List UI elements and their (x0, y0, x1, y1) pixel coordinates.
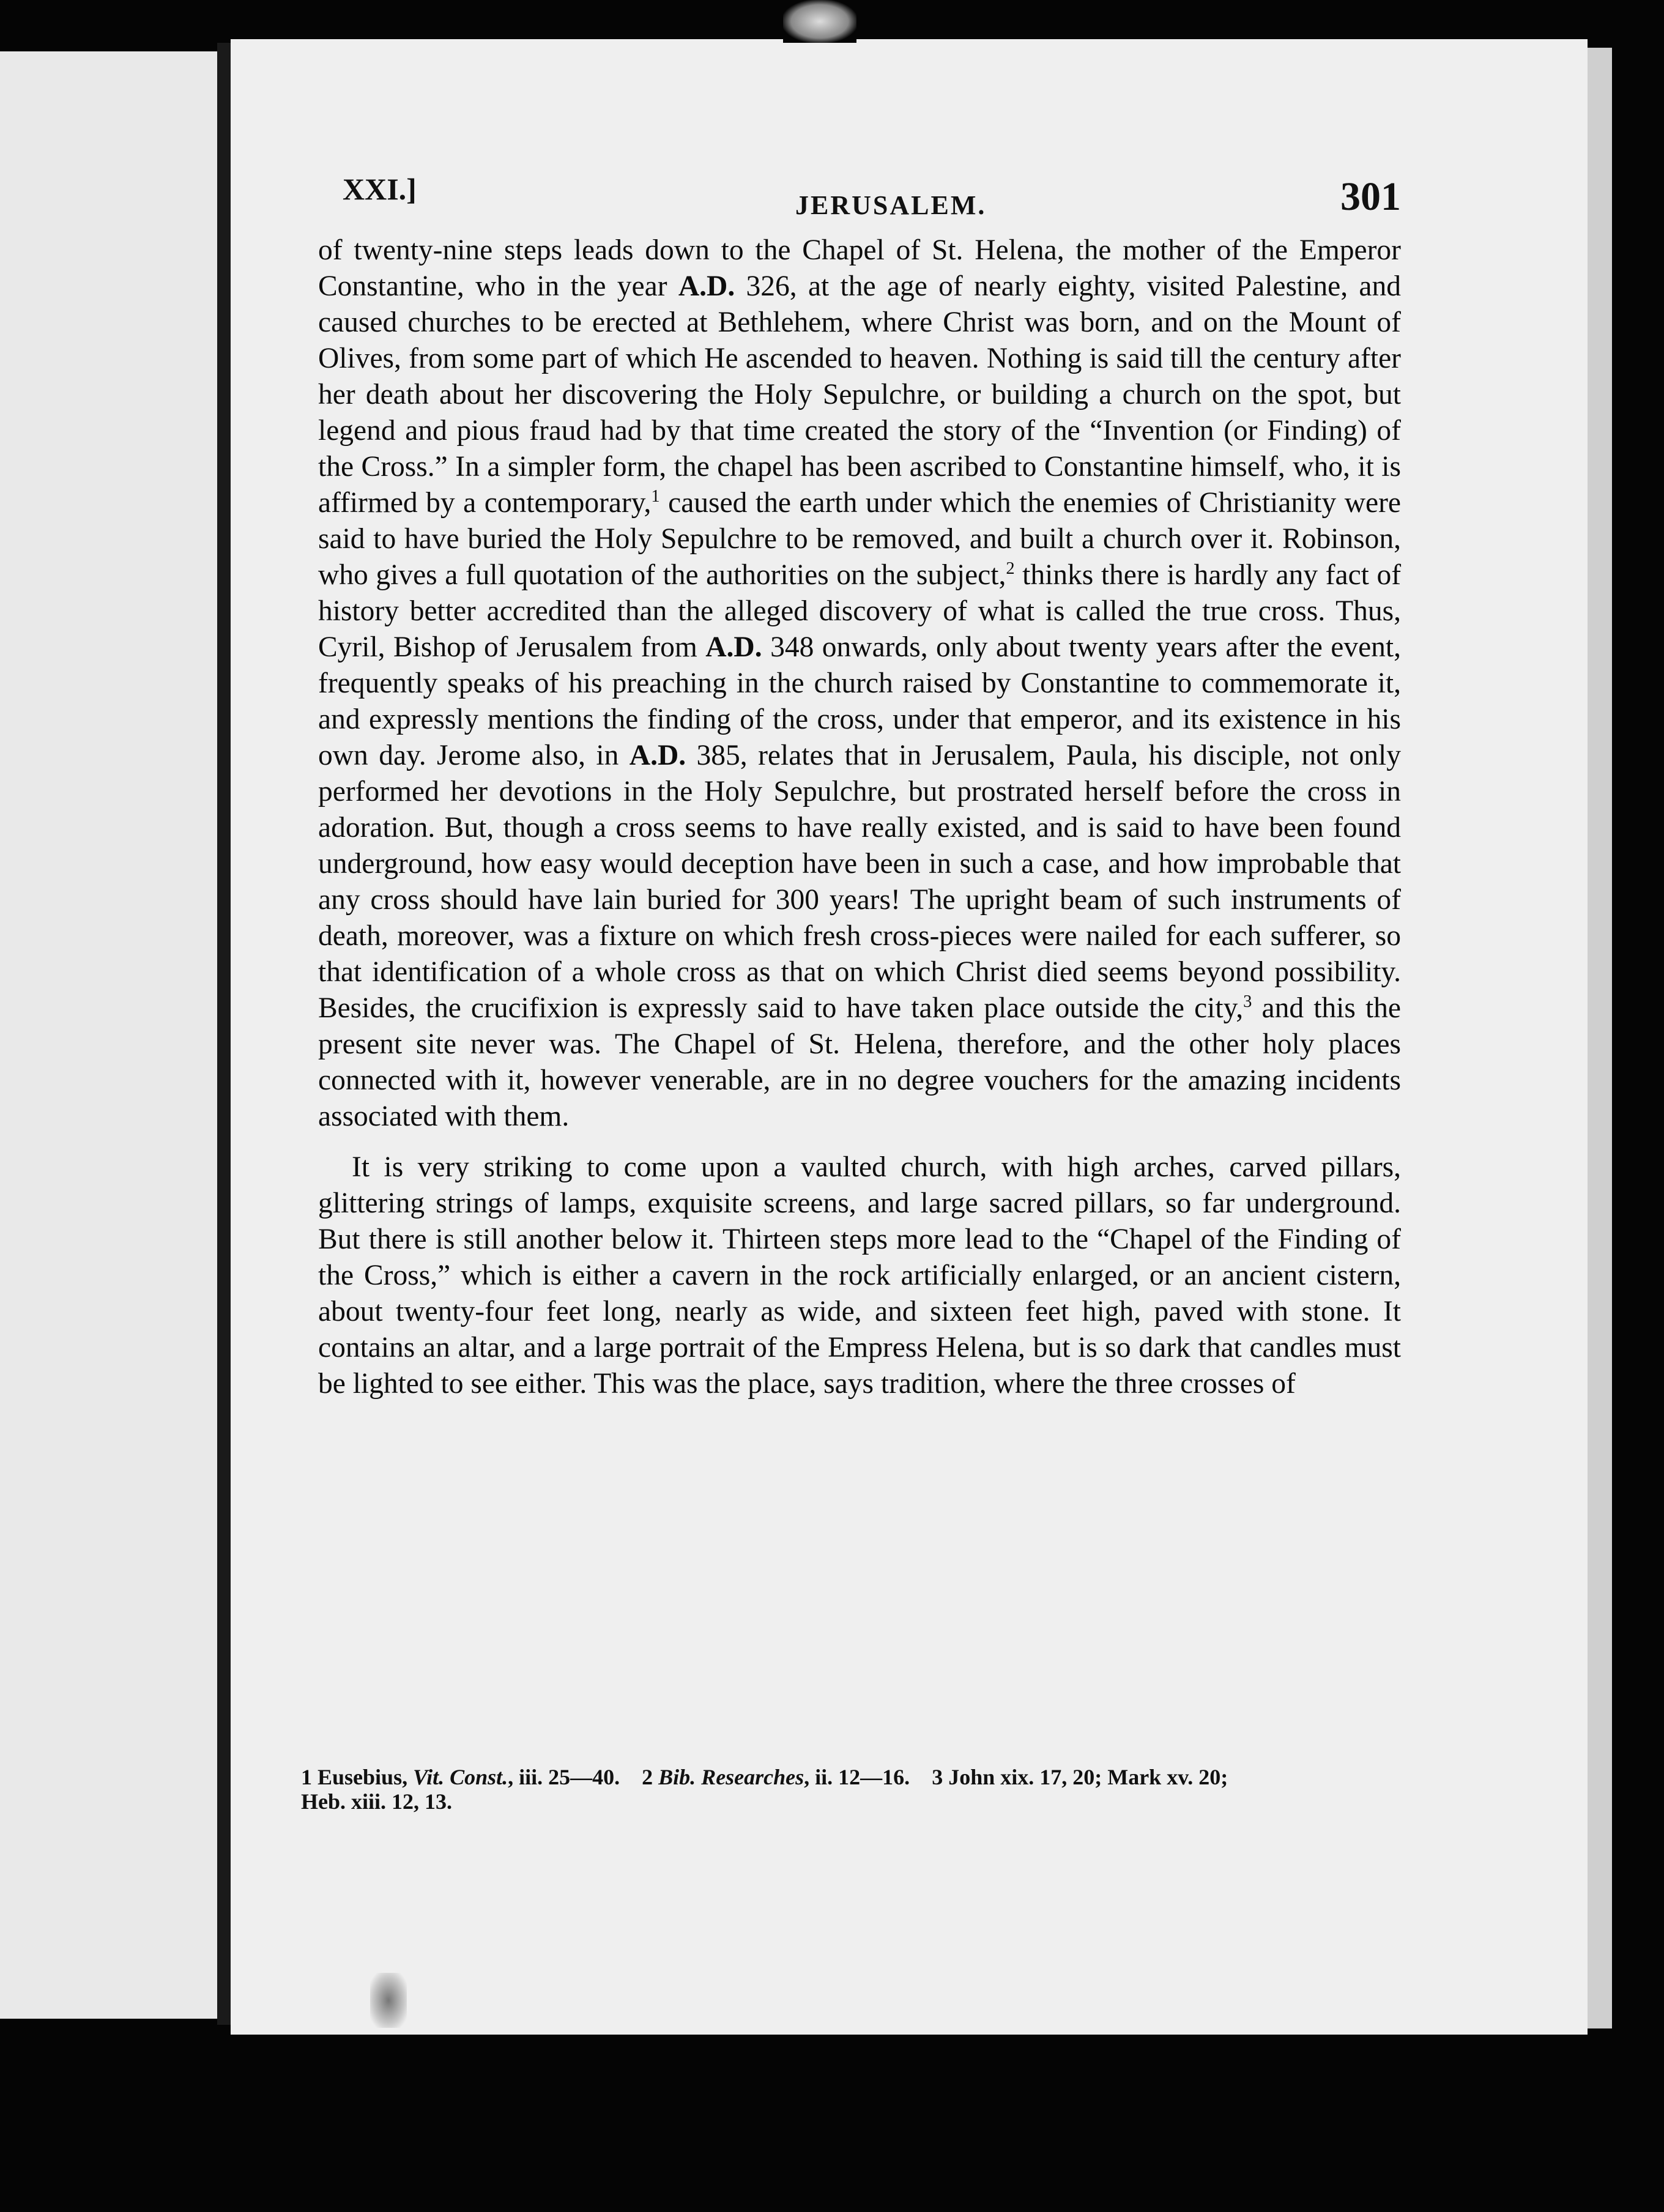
footnote-1-ref: , iii. 25—40. (508, 1765, 620, 1789)
footnote-2-text: 2 (642, 1765, 659, 1789)
footnote-ref: 2 (1006, 559, 1015, 579)
footnote-container (303, 2151, 1404, 2212)
footnote-1-title: Vit. Const. (413, 1765, 508, 1789)
text-run: 326, at the age of nearly eighty, visited Palestine, and caused churches to be erected at Bethlehem, where Christ was born, and on the Mount of Olives, from some part of which He ascended to heaven. Nothing is said till the century after her death about her discovering the Holy Sepulchre, or building a church on the spot, but legend and pious fraud had by that time created the story of the “Invention (or Finding) of the Cross.” In a simpler form, the chapel has been ascribed to Constantine himself, who, it is affirmed by a contemporary, (318, 270, 1401, 519)
chapter-mark: XXI.] (343, 172, 417, 206)
running-title: JERUSALEM. (795, 190, 987, 220)
footnote-line-continued: Heb. xiii. 12, 13. (301, 1789, 453, 1814)
page-smudge (370, 1973, 407, 2028)
footnote-1-text: 1 Eusebius, (301, 1765, 414, 1789)
footnote-2-title: Bib. Researches (658, 1765, 804, 1789)
page-edge-shadow (1588, 48, 1612, 2028)
era-abbrev: A.D. (678, 270, 735, 302)
text-run: 348 onwards, only about twenty years after the event, frequently speaks of his preaching in the church raised by Constantine to commemorate it, and expressly mentions the finding of the cross, under that emperor, and its existence in his own day. Jerome also, in (318, 631, 1402, 771)
text-run: and this the present site never was. The Chapel of St. Helena, therefore, and the other holy places connected with it, however venerable, are in no degree vouchers for the amazing incidents associated with them. (318, 992, 1401, 1132)
footnote-2-ref: , ii. 12—16. (804, 1765, 910, 1789)
paragraph-1 (318, 232, 1401, 1135)
body-text (318, 232, 1401, 1402)
paragraph-2: It is very striking to come upon a vaulted church, with high arches, carved pillars, glittering strings of lamps, exquisite screens, and large sacred pillars, so far underground. But there is still another below it. Thirteen steps more lead to the “Chapel of the Finding of the Cross,” which is either a cavern in the rock artificially enlarged, or an ancient cistern, about twenty-four feet long, nearly as wide, and sixteen feet high, paved with stone. It contains an altar, and a large portrait of the Empress Helena, but is so dark that candles must be lighted to see either. This was the place, says tradition, where the three crosses of (318, 1151, 1401, 1400)
text-run: caused the earth under which the enemies of Christianity were said to have buried the Holy Sepulchre to be removed, and built a church over it. Robinson, who gives a full quotation of the authorities on the subject, (318, 487, 1401, 591)
footnote-3-text: 3 John xix. 17, 20; Mark xv. 20; (932, 1765, 1228, 1789)
text-run: thinks there is hardly any fact of history better accredited than the alleged discovery of what is called the true cross. Thus, Cyril, Bishop of Jerusalem from (318, 559, 1402, 663)
running-header (343, 165, 1401, 232)
book-gutter (217, 43, 231, 2025)
text-run: 385, relates that in Jerusalem, Paula, his disciple, not only performed her devotions in the Holy Sepulchre, but prostrated herself before the cross in adoration. But, though a cross seems to have really existed, and is said to have been found underground, how easy would deception have been in such a case, and how improbable that any cross should have lain buried for 300 years! The upright beam of such instruments of death, moreover, was a fixture on which fresh cross-pieces were nailed for each sufferer, so that identification of a whole cross as that on which Christ died seems beyond possibility. Besides, the crucifixion is expressly said to have taken place outside the city, (318, 740, 1401, 1024)
footnote-ref: 3 (1243, 992, 1252, 1012)
left-page-edge (0, 51, 217, 2019)
era-abbrev: A.D. (705, 631, 762, 663)
era-abbrev: A.D. (629, 740, 686, 771)
scanner-clip-mark (783, 0, 856, 43)
text-run: of twenty-nine steps leads down to the Chapel of St. Helena, the mother of the Emperor Constantine, who in the year (318, 234, 1401, 302)
page-number: 301 (1340, 174, 1401, 219)
footnote-ref: 1 (651, 487, 660, 507)
footnote-line-main (301, 1765, 1408, 1789)
footnotes-printed-region (301, 1765, 1408, 1820)
